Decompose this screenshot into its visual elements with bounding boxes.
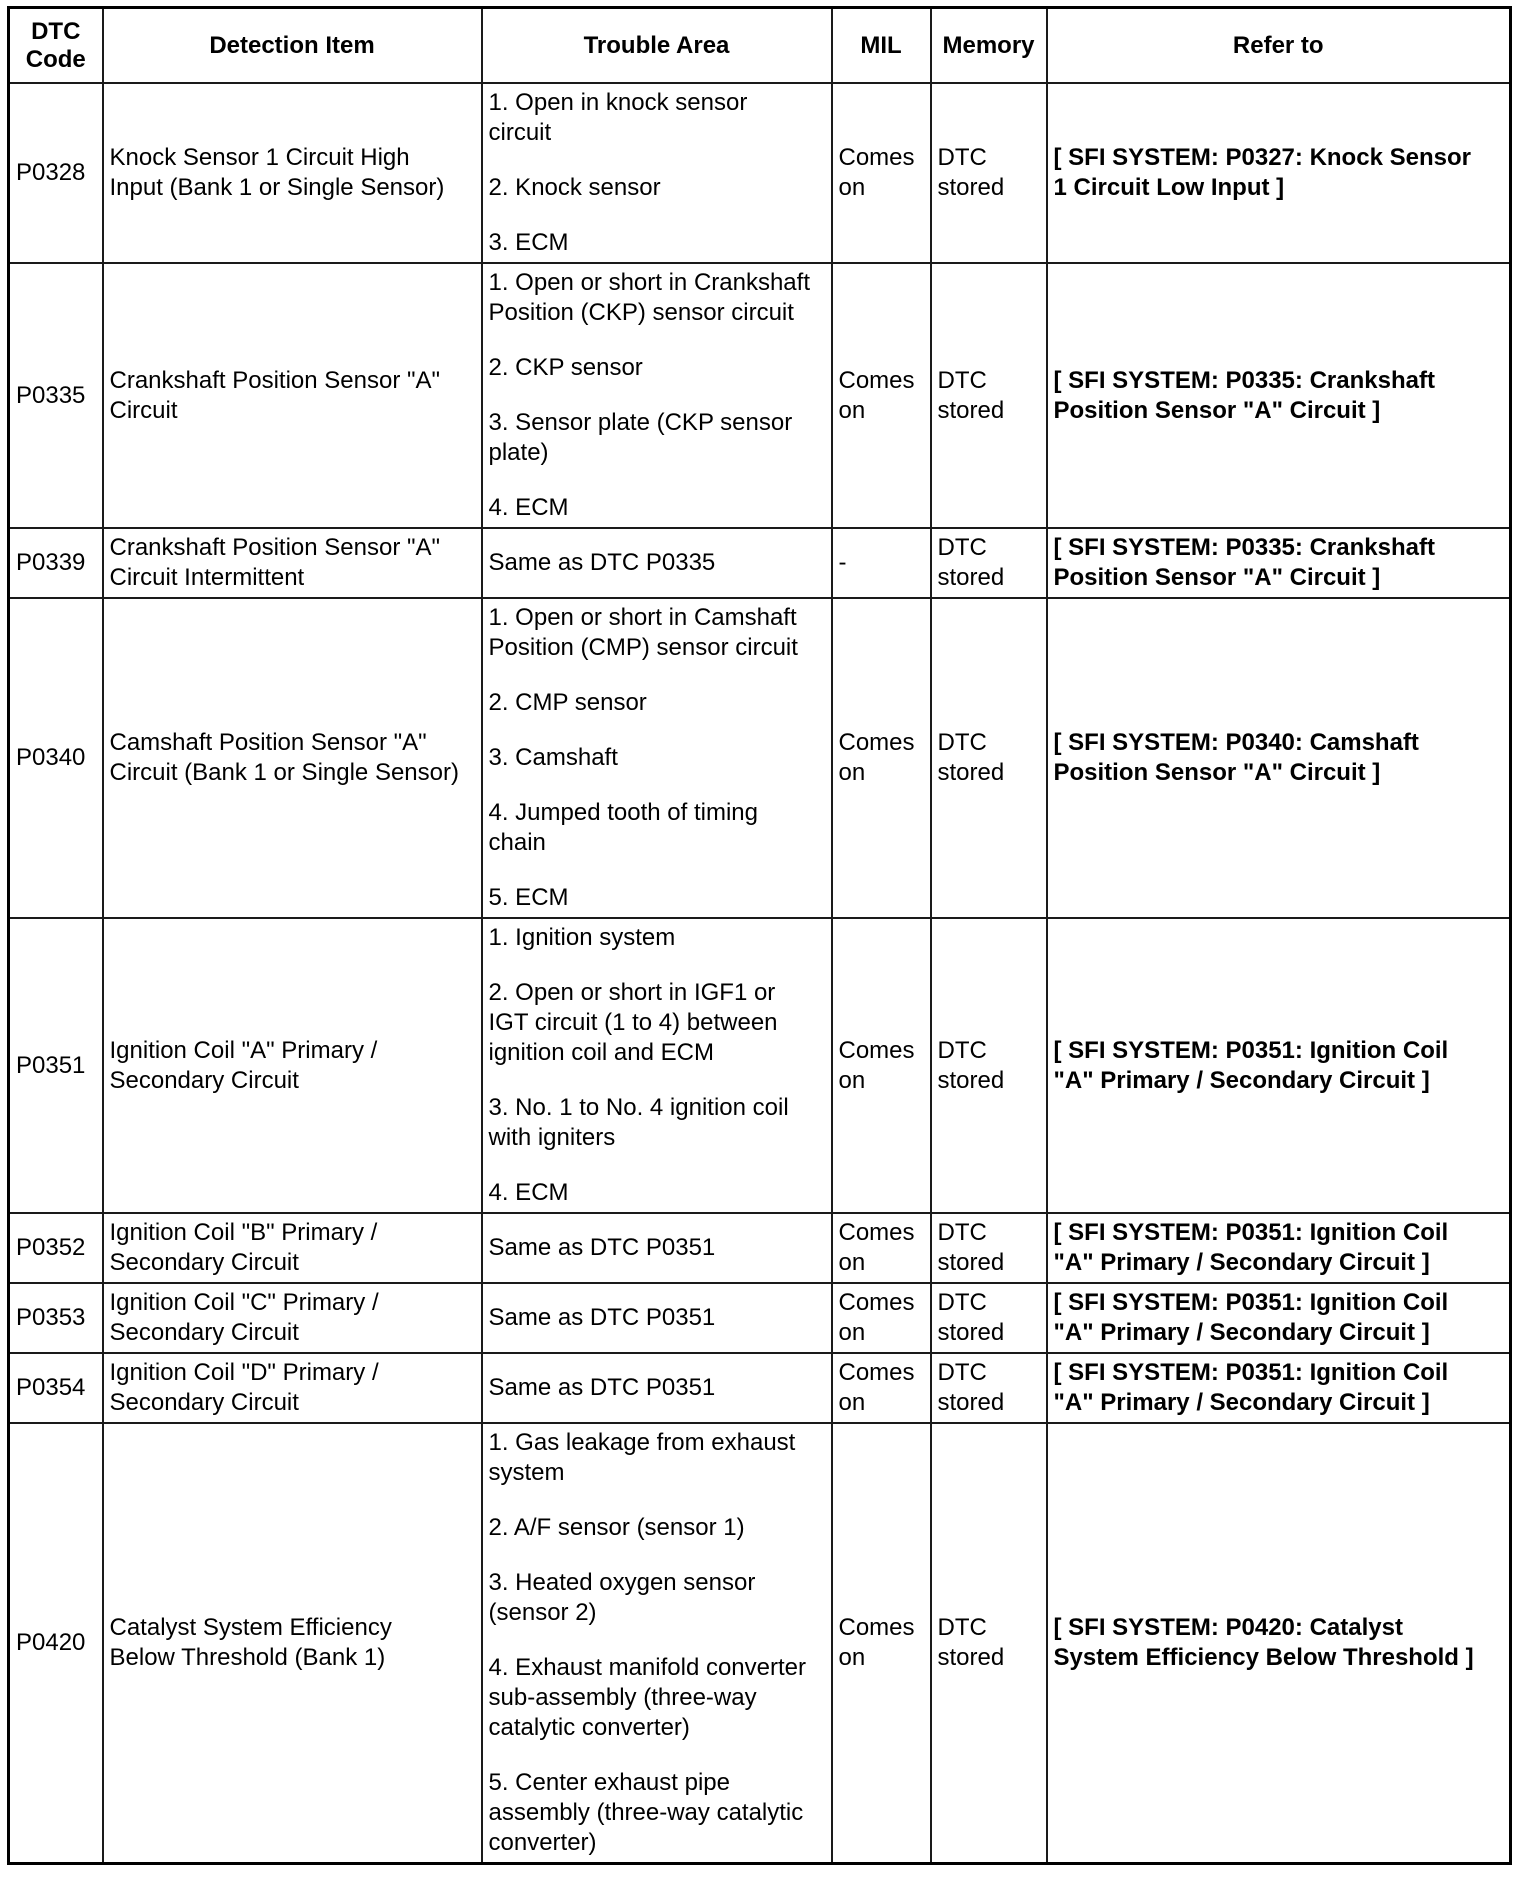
memory-cell: DTC stored [931,1353,1047,1423]
trouble-area-item: 4. ECM [488,494,569,521]
trouble-area-item: 4. Exhaust manifold converter sub-assembly (three-way catalytic converter) [488,1654,806,1741]
detection-item-cell: Crankshaft Position Sensor "A" Circuit [103,263,482,528]
memory-cell: DTC stored [931,263,1047,528]
detection-item-cell: Ignition Coil "C" Primary / Secondary Circuit [103,1283,482,1353]
trouble-area-item: 2. CKP sensor [488,354,643,381]
detection-item-cell: Ignition Coil "B" Primary / Secondary Circuit [103,1213,482,1283]
detection-item-cell: Ignition Coil "D" Primary / Secondary Circuit [103,1353,482,1423]
table-row [9,263,1511,528]
table-row [9,1353,1511,1423]
header-trouble-area: Trouble Area [482,8,832,84]
trouble-area-item: 1. Open or short in Crankshaft Position (CKP) sensor circuit [488,269,810,326]
trouble-area-cell [482,83,832,263]
trouble-area-item: 1. Gas leakage from exhaust system [488,1429,796,1486]
trouble-area-cell [482,1353,832,1423]
mil-cell: - [832,528,931,598]
trouble-area-item: 3. Sensor plate (CKP sensor plate) [488,409,793,466]
header-row [9,8,1511,84]
dtc-code-cell: P0339 [9,528,103,598]
mil-cell: Comes on [832,1353,931,1423]
trouble-area-item: 2. Open or short in IGF1 or IGT circuit (1 to 4) between ignition coil and ECM [488,979,778,1066]
refer-to-cell: [ SFI SYSTEM: P0351: Ignition Coil "A" Primary / Secondary Circuit ] [1047,918,1511,1213]
memory-cell: DTC stored [931,598,1047,918]
mil-cell: Comes on [832,83,931,263]
dtc-code-cell: P0328 [9,83,103,263]
header-dtc-code: DTC Code [9,8,103,84]
trouble-area-item: 3. ECM [488,229,569,256]
dtc-code-cell: P0354 [9,1353,103,1423]
trouble-area-cell [482,1423,832,1864]
trouble-area-cell [482,528,832,598]
detection-item-cell: Crankshaft Position Sensor "A" Circuit Intermittent [103,528,482,598]
table-body [9,83,1511,1864]
trouble-area-item: Same as DTC P0351 [488,1234,716,1261]
trouble-area-item: 3. Heated oxygen sensor (sensor 2) [488,1569,756,1626]
mil-cell: Comes on [832,918,931,1213]
header-mil: MIL [832,8,931,84]
dtc-code-cell: P0353 [9,1283,103,1353]
table-row [9,1213,1511,1283]
trouble-area-cell [482,918,832,1213]
detection-item-cell: Knock Sensor 1 Circuit High Input (Bank 1 or Single Sensor) [103,83,482,263]
trouble-area-item: Same as DTC P0351 [488,1304,716,1331]
trouble-area-item: 2. A/F sensor (sensor 1) [488,1514,745,1541]
table-row [9,1283,1511,1353]
table-row [9,918,1511,1213]
trouble-area-cell [482,1283,832,1353]
trouble-area-cell [482,263,832,528]
dtc-table [7,6,1512,1865]
dtc-code-cell: P0351 [9,918,103,1213]
refer-to-cell: [ SFI SYSTEM: P0327: Knock Sensor 1 Circuit Low Input ] [1047,83,1511,263]
detection-item-cell: Catalyst System Efficiency Below Threshold (Bank 1) [103,1423,482,1864]
refer-to-cell: [ SFI SYSTEM: P0351: Ignition Coil "A" Primary / Secondary Circuit ] [1047,1213,1511,1283]
dtc-code-cell: P0420 [9,1423,103,1864]
trouble-area-cell [482,1213,832,1283]
trouble-area-item: Same as DTC P0351 [488,1374,716,1401]
trouble-area-item: 3. No. 1 to No. 4 ignition coil with igniters [488,1094,789,1151]
refer-to-cell: [ SFI SYSTEM: P0335: Crankshaft Position Sensor "A" Circuit ] [1047,263,1511,528]
trouble-area-item: 2. Knock sensor [488,174,661,201]
trouble-area-item: 1. Ignition system [488,924,676,951]
header-detection-item: Detection Item [103,8,482,84]
mil-cell: Comes on [832,1283,931,1353]
trouble-area-item: 5. Center exhaust pipe assembly (three-way catalytic converter) [488,1769,804,1856]
detection-item-cell: Ignition Coil "A" Primary / Secondary Circuit [103,918,482,1213]
trouble-area-item: 4. Jumped tooth of timing chain [488,799,758,856]
trouble-area-item: 1. Open in knock sensor circuit [488,89,748,146]
mil-cell: Comes on [832,598,931,918]
memory-cell: DTC stored [931,918,1047,1213]
table-row [9,1423,1511,1864]
memory-cell: DTC stored [931,1423,1047,1864]
table-row [9,83,1511,263]
detection-item-cell: Camshaft Position Sensor "A" Circuit (Bank 1 or Single Sensor) [103,598,482,918]
refer-to-cell: [ SFI SYSTEM: P0420: Catalyst System Efficiency Below Threshold ] [1047,1423,1511,1864]
refer-to-cell: [ SFI SYSTEM: P0351: Ignition Coil "A" Primary / Secondary Circuit ] [1047,1353,1511,1423]
trouble-area-item: 3. Camshaft [488,744,618,771]
dtc-code-cell: P0352 [9,1213,103,1283]
memory-cell: DTC stored [931,528,1047,598]
dtc-code-cell: P0340 [9,598,103,918]
table-row [9,528,1511,598]
refer-to-cell: [ SFI SYSTEM: P0351: Ignition Coil "A" Primary / Secondary Circuit ] [1047,1283,1511,1353]
mil-cell: Comes on [832,263,931,528]
refer-to-cell: [ SFI SYSTEM: P0340: Camshaft Position Sensor "A" Circuit ] [1047,598,1511,918]
header-refer-to: Refer to [1047,8,1511,84]
table-row [9,598,1511,918]
refer-to-cell: [ SFI SYSTEM: P0335: Crankshaft Position Sensor "A" Circuit ] [1047,528,1511,598]
mil-cell: Comes on [832,1423,931,1864]
memory-cell: DTC stored [931,83,1047,263]
memory-cell: DTC stored [931,1213,1047,1283]
trouble-area-item: 2. CMP sensor [488,689,647,716]
mil-cell: Comes on [832,1213,931,1283]
dtc-code-cell: P0335 [9,263,103,528]
memory-cell: DTC stored [931,1283,1047,1353]
trouble-area-item: 1. Open or short in Camshaft Position (CMP) sensor circuit [488,604,798,661]
trouble-area-cell [482,598,832,918]
trouble-area-item: 4. ECM [488,1179,569,1206]
trouble-area-item: 5. ECM [488,884,569,911]
trouble-area-item: Same as DTC P0335 [488,549,716,576]
header-memory: Memory [931,8,1047,84]
